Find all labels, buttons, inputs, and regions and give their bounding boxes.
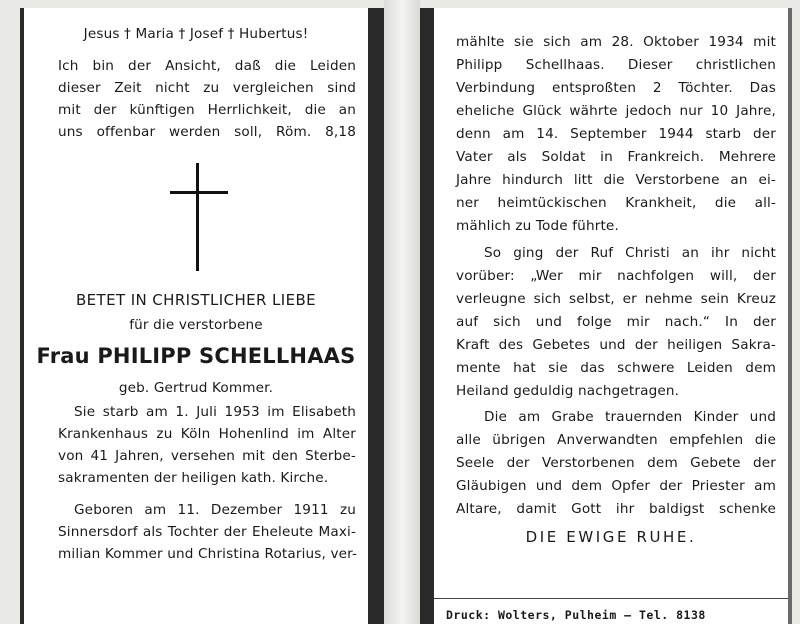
final-blessing: DIE EWIGE RUHE.	[525, 528, 697, 546]
marriage-line-1: mählte sie sich am 28. Oktober 1934 mit	[456, 34, 776, 50]
card-fold	[384, 0, 420, 624]
marriage-line-7: Jahre hindurch litt die Verstorbene an ei-	[456, 172, 776, 188]
printer-credit: Druck: Wolters, Pulheim — Tel. 8138	[446, 608, 706, 622]
death-line-4: sakramenten der heiligen kath. Kirche.	[58, 470, 329, 486]
call-line-3: verleugne sich selbst, er nehme sein Kreuz	[456, 291, 776, 307]
call-line-4: auf sich und folge mir nach.“ In der	[456, 314, 776, 330]
left-card-page	[20, 8, 384, 624]
marriage-line-6: Vater als Soldat in Frankreich. Mehrere	[456, 149, 776, 165]
maiden-name: geb. Gertrud Kommer.	[118, 380, 274, 396]
marriage-line-5: denn am 14. September 1944 starb der	[456, 126, 776, 142]
call-line-1: So ging der Ruf Christi an ihr nicht	[484, 245, 776, 261]
right-card-page	[420, 8, 792, 624]
birth-line-1: Geboren am 11. Dezember 1911 zu	[74, 502, 356, 518]
call-line-5: Kraft des Gebetes und der heiligen Sakra-	[456, 337, 776, 353]
death-line-2: Krankenhaus zu Köln Hohenlind im Alter	[58, 426, 356, 442]
death-line-1: Sie starb am 1. Juli 1953 im Elisabeth	[74, 404, 356, 420]
closing-line-4: Gläubigen und dem Opfer der Priester am	[456, 478, 776, 494]
death-line-3: von 41 Jahren, versehen mit den Sterbe-	[58, 448, 356, 464]
call-line-2: vorüber: „Wer mir nachfolgen will, der	[456, 268, 776, 284]
quote-line-1: Ich bin der Ansicht, daß die Leiden	[58, 58, 356, 74]
birth-line-2: Sinnersdorf als Tochter der Eheleute Maxi-	[58, 524, 356, 540]
marriage-line-4: eheliche Glück währte jedoch nur 10 Jahre,	[456, 103, 776, 119]
quote-line-3: mit der künftigen Herrlichkeit, die an	[58, 102, 356, 118]
marriage-line-3: Verbindung entsproßten 2 Töchter. Das	[456, 80, 776, 96]
footer-divider	[434, 598, 788, 599]
closing-line-5: Altare, damit Gott ihr baldigst schenke	[456, 501, 776, 517]
closing-line-1: Die am Grabe trauernden Kinder und	[484, 409, 776, 425]
invocation-line: Jesus † Maria † Josef † Hubertus!	[83, 26, 309, 42]
call-line-6: mente hat sie das schwere Leiden dem	[456, 360, 776, 376]
closing-line-2: alle übrigen Anverwandten empfehlen die	[456, 432, 776, 448]
closing-line-3: Seele der Verstorbenen dem Gebete der	[456, 455, 776, 471]
birth-line-3: milian Kommer und Christina Rotarius, ver-	[58, 546, 358, 562]
prayer-subheading: für die verstorbene	[129, 317, 263, 333]
marriage-line-8: ner heimtückischen Krankheit, die all-	[456, 195, 776, 211]
deceased-name: Frau PHILIPP SCHELLHAAS	[36, 344, 356, 368]
call-line-7: Heiland geduldig nachgetragen.	[456, 383, 680, 399]
marriage-line-9: mählich zu Tode führte.	[456, 218, 619, 234]
marriage-line-2: Philipp Schellhaas. Dieser christlichen	[456, 57, 776, 73]
quote-line-4: uns offenbar werden soll, Röm. 8,18	[58, 124, 356, 140]
prayer-heading: BETET IN CHRISTLICHER LIEBE	[75, 291, 317, 309]
quote-line-2: dieser Zeit nicht zu vergleichen sind	[58, 80, 356, 96]
